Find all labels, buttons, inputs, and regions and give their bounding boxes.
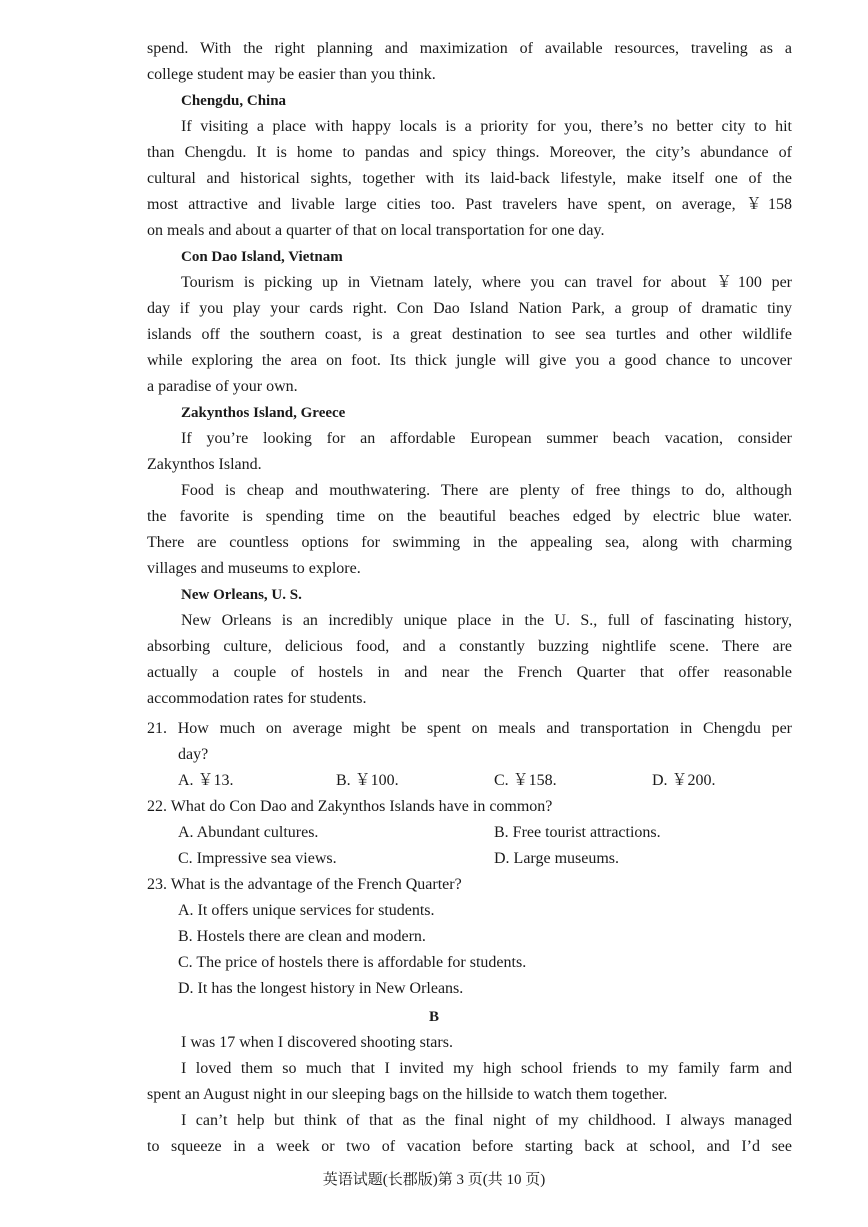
q21-option-a[interactable]: A. ￥13. [178, 772, 234, 789]
passage-line: most attractive and livable large cities too. Past travelers have spent, on average, ￥158 [147, 196, 792, 213]
passage-line: villages and museums to explore. [147, 560, 361, 577]
q22-option-d[interactable]: D. Large museums. [494, 850, 620, 867]
section-heading-con-dao: Con Dao Island, Vietnam [181, 249, 343, 265]
passage-line: on meals and about a quarter of that on local transportation for one day. [147, 222, 605, 239]
passage-line: while exploring the area on foot. Its thick jungle will give you a good chance to uncover [147, 352, 792, 369]
q22-option-b[interactable]: B. Free tourist attractions. [494, 824, 661, 841]
passage-line: than Chengdu. It is home to pandas and spicy things. Moreover, the city’s abundance of [147, 144, 792, 161]
q21-option-b[interactable]: B. ￥100. [336, 772, 399, 789]
q23-option-b[interactable]: B. Hostels there are clean and modern. [178, 928, 426, 945]
q21-option-d[interactable]: D. ￥200. [652, 772, 716, 789]
passage-line: college student may be easier than you think. [147, 66, 436, 83]
passage-line: Food is cheap and mouthwatering. There are plenty of free things to do, although [181, 482, 792, 499]
passage-line: to squeeze in a week or two of vacation before starting back at school, and I’d see [147, 1138, 792, 1155]
q23-option-a[interactable]: A. It offers unique services for students. [178, 902, 435, 919]
passage-line: the favorite is spending time on the beautiful beaches edged by electric blue water. [147, 508, 792, 525]
page-footer: 英语试题(长郡版)第 3 页(共 10 页) [322, 1172, 546, 1188]
q23-option-d[interactable]: D. It has the longest history in New Orleans. [178, 980, 464, 997]
passage-line: I loved them so much that I invited my high school friends to my family farm and [181, 1060, 792, 1077]
section-heading-zakynthos: Zakynthos Island, Greece [181, 405, 346, 421]
passage-line: day if you play your cards right. Con Dao Island Nation Park, a group of dramatic tiny [147, 300, 792, 317]
passage-line: a paradise of your own. [147, 378, 298, 395]
q23-option-c[interactable]: C. The price of hostels there is affordable for students. [178, 954, 527, 971]
passage-line: I can’t help but think of that as the final night of my childhood. I always managed [181, 1112, 792, 1129]
passage-line: Tourism is picking up in Vietnam lately, where you can travel for about ￥100 per [181, 274, 792, 291]
passage-line: spend. With the right planning and maximization of available resources, traveling as a [147, 40, 792, 57]
passage-line: Zakynthos Island. [147, 456, 262, 473]
passage-line: I was 17 when I discovered shooting stars. [181, 1034, 453, 1051]
question-23-stem: 23. What is the advantage of the French Quarter? [147, 876, 462, 893]
q22-option-a[interactable]: A. Abundant cultures. [178, 824, 319, 841]
section-b-label: B [428, 1009, 439, 1025]
passage-line: There are countless options for swimming in the appealing sea, along with charming [147, 534, 792, 551]
question-22-stem: 22. What do Con Dao and Zakynthos Islands have in common? [147, 798, 553, 815]
passage-line: New Orleans is an incredibly unique place in the U. S., full of fascinating history, [181, 612, 792, 629]
passage-line: spent an August night in our sleeping bags on the hillside to watch them together. [147, 1086, 668, 1103]
q22-option-c[interactable]: C. Impressive sea views. [178, 850, 337, 867]
passage-line: actually a couple of hostels in and near the French Quarter that offer reasonable [147, 664, 792, 681]
passage-line: islands off the southern coast, is a great destination to see sea turtles and other wildlife [147, 326, 792, 343]
passage-line: accommodation rates for students. [147, 690, 367, 707]
q21-option-c[interactable]: C. ￥158. [494, 772, 557, 789]
passage-line: cultural and historical sights, together with its laid-back lifestyle, make itself one of the [147, 170, 792, 187]
passage-line: If visiting a place with happy locals is a priority for you, there’s no better city to hit [181, 118, 792, 135]
passage-line: If you’re looking for an affordable European summer beach vacation, consider [181, 430, 792, 447]
passage-line: absorbing culture, delicious food, and a constantly buzzing nightlife scene. There are [147, 638, 792, 655]
question-21-stem: 21. How much on average might be spent on meals and transportation in Chengdu per [147, 720, 792, 737]
section-heading-chengdu: Chengdu, China [181, 93, 287, 109]
question-21-stem-cont: day? [178, 746, 209, 763]
section-heading-new-orleans: New Orleans, U. S. [181, 587, 302, 603]
